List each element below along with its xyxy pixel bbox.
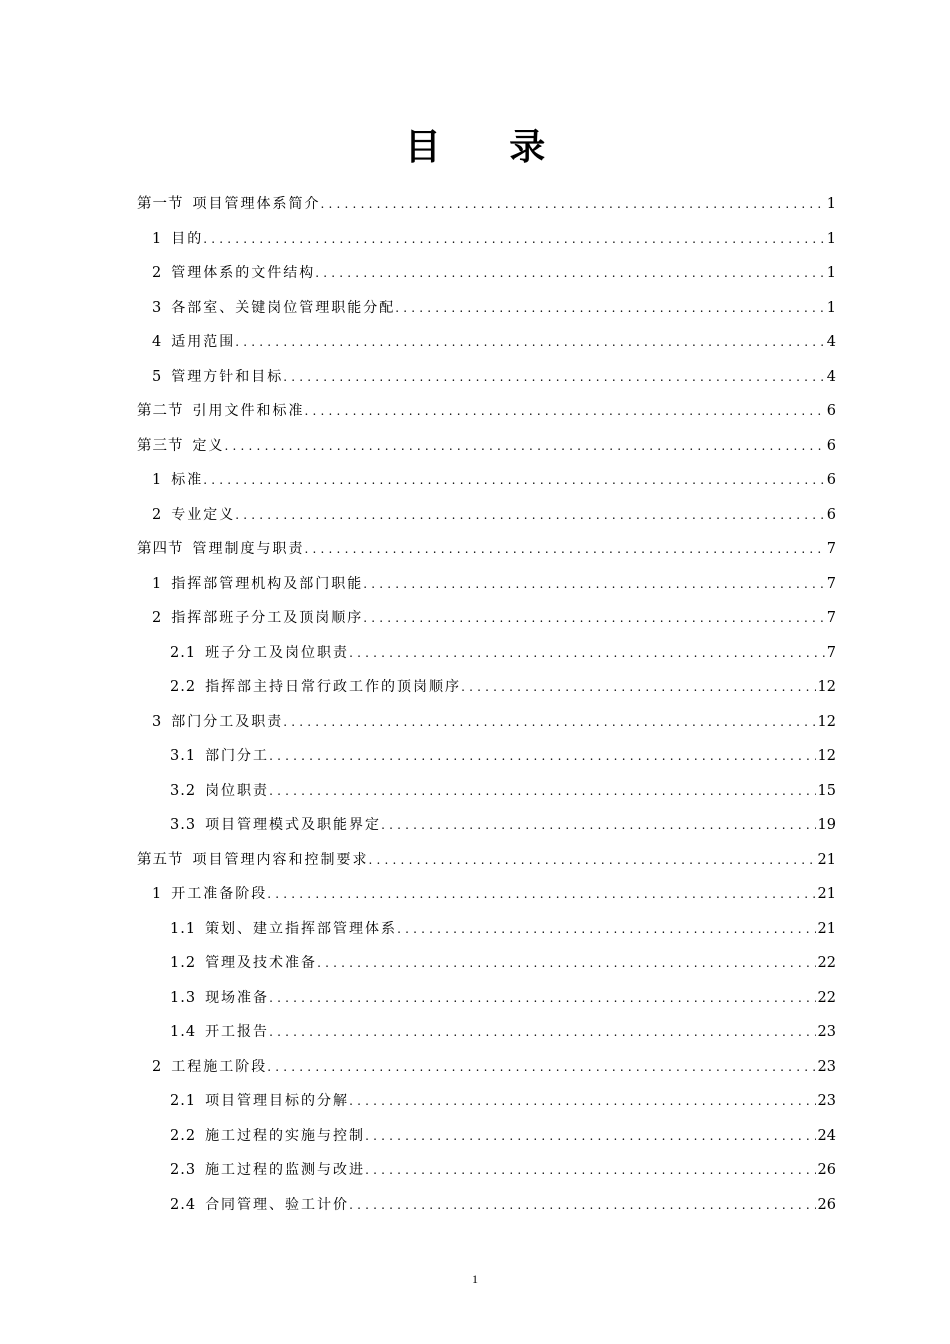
toc-entry-number: 2	[152, 1059, 163, 1075]
toc-entry-number: 1	[152, 472, 163, 488]
toc-dot-leader	[321, 194, 825, 214]
toc-entry-number: 2.2	[170, 1128, 197, 1144]
toc-entry-page: 7	[826, 541, 836, 557]
toc-entry-title: 开工准备阶段	[171, 886, 268, 902]
toc-dot-leader	[381, 815, 815, 835]
toc-entry-title: 工程施工阶段	[171, 1059, 268, 1075]
toc-entry-title: 合同管理、验工计价	[205, 1197, 350, 1213]
toc-entry-page: 6	[826, 507, 836, 523]
toc-entry[interactable]	[152, 227, 836, 249]
toc-dot-leader	[369, 850, 816, 870]
toc-dot-leader	[315, 263, 825, 283]
toc-entry-page: 19	[817, 817, 836, 833]
toc-entry[interactable]	[170, 675, 836, 697]
page-title: 目 录	[404, 127, 574, 168]
toc-entry-title: 施工过程的监测与改进	[205, 1162, 366, 1178]
toc-entry-number: 1	[152, 886, 163, 902]
toc-entry-title: 项目管理内容和控制要求	[192, 852, 369, 868]
toc-entry-number: 1.4	[170, 1024, 197, 1040]
toc-entry-page: 1	[826, 231, 836, 247]
toc-dot-leader	[269, 746, 815, 766]
toc-entry[interactable]	[170, 1193, 836, 1215]
toc-entry-title: 项目管理模式及职能界定	[205, 817, 382, 833]
toc-entry-number: 1.1	[170, 921, 197, 937]
toc-entry[interactable]	[152, 606, 836, 628]
toc-dot-leader	[267, 1057, 815, 1077]
toc-entry-title: 引用文件和标准	[192, 403, 305, 419]
toc-entry[interactable]	[152, 503, 836, 525]
toc-entry[interactable]	[170, 1158, 836, 1180]
toc-entry-title: 指挥部主持日常行政工作的顶岗顺序	[205, 679, 462, 695]
toc-entry-page: 23	[817, 1093, 836, 1109]
toc-entry-number: 3.3	[170, 817, 197, 833]
toc-entry-title: 开工报告	[205, 1024, 270, 1040]
toc-entry[interactable]	[152, 296, 836, 318]
toc-entry-page: 21	[817, 886, 836, 902]
toc-dot-leader	[203, 229, 825, 249]
toc-entry[interactable]	[137, 537, 836, 559]
toc-entry-number: 第一节	[137, 196, 184, 212]
toc-entry[interactable]	[152, 365, 836, 387]
toc-entry-title: 管理制度与职责	[192, 541, 305, 557]
toc-entry-number: 2	[152, 507, 163, 523]
toc-entry-number: 5	[152, 369, 163, 385]
toc-dot-leader	[317, 953, 815, 973]
toc-entry[interactable]	[170, 1020, 836, 1042]
toc-entry-page: 24	[817, 1128, 836, 1144]
toc-entry-number: 3	[152, 714, 163, 730]
toc-entry-number: 1.3	[170, 990, 197, 1006]
toc-entry-page: 23	[817, 1059, 836, 1075]
toc-dot-leader	[395, 298, 825, 318]
toc-entry-title: 定义	[192, 438, 225, 454]
toc-entry-page: 7	[826, 610, 836, 626]
toc-entry-number: 3.2	[170, 783, 197, 799]
toc-dot-leader	[235, 505, 825, 525]
toc-entry-number: 2	[152, 610, 163, 626]
toc-entry-title: 施工过程的实施与控制	[205, 1128, 366, 1144]
toc-entry-page: 1	[826, 265, 836, 281]
toc-entry-number: 4	[152, 334, 163, 350]
toc-entry-page: 7	[826, 645, 836, 661]
toc-entry[interactable]	[137, 434, 836, 456]
toc-entry[interactable]	[170, 641, 836, 663]
toc-dot-leader	[225, 436, 825, 456]
toc-entry-number: 2.2	[170, 679, 197, 695]
toc-entry[interactable]	[170, 813, 836, 835]
toc-entry[interactable]	[152, 572, 836, 594]
toc-dot-leader	[267, 884, 815, 904]
toc-entry-page: 4	[826, 369, 836, 385]
toc-entry-number: 第四节	[137, 541, 184, 557]
toc-entry-page: 6	[826, 403, 836, 419]
toc-entry[interactable]	[152, 330, 836, 352]
toc-entry-page: 12	[817, 679, 836, 695]
toc-entry-title: 各部室、关键岗位管理职能分配	[171, 300, 396, 316]
toc-entry-page: 15	[817, 783, 836, 799]
toc-entry[interactable]	[170, 1089, 836, 1111]
toc-dot-leader	[365, 1126, 815, 1146]
toc-dot-leader	[461, 677, 815, 697]
toc-entry[interactable]	[170, 744, 836, 766]
toc-entry[interactable]	[137, 848, 836, 870]
toc-entry-number: 2.1	[170, 645, 197, 661]
toc-entry-number: 2.3	[170, 1162, 197, 1178]
toc-entry-page: 6	[826, 438, 836, 454]
toc-entry[interactable]	[137, 192, 836, 214]
toc-entry-page: 7	[826, 576, 836, 592]
toc-entry[interactable]	[152, 468, 836, 490]
toc-entry-title: 策划、建立指挥部管理体系	[205, 921, 398, 937]
toc-dot-leader	[349, 1195, 815, 1215]
toc-entry[interactable]	[170, 986, 836, 1008]
toc-entry-page: 22	[817, 955, 836, 971]
toc-entry-number: 2	[152, 265, 163, 281]
toc-entry-title: 项目管理体系简介	[192, 196, 321, 212]
toc-entry-title: 部门分工及职责	[171, 714, 284, 730]
toc-entry-title: 标准	[171, 472, 204, 488]
toc-entry-number: 1.2	[170, 955, 197, 971]
toc-dot-leader	[397, 919, 815, 939]
toc-entry[interactable]	[170, 917, 836, 939]
toc-entry-number: 第五节	[137, 852, 184, 868]
toc-entry-number: 1	[152, 231, 163, 247]
toc-entry-page: 26	[817, 1162, 836, 1178]
toc-entry-title: 班子分工及岗位职责	[205, 645, 350, 661]
toc-entry-number: 2.1	[170, 1093, 197, 1109]
toc-entry-page: 1	[826, 196, 836, 212]
toc-entry[interactable]	[152, 261, 836, 283]
toc-dot-leader	[349, 643, 825, 663]
toc-dot-leader	[363, 608, 825, 628]
toc-entry-number: 第二节	[137, 403, 184, 419]
toc-entry-title: 项目管理目标的分解	[205, 1093, 350, 1109]
toc-entry-title: 指挥部班子分工及顶岗顺序	[171, 610, 364, 626]
toc-dot-leader	[269, 781, 815, 801]
toc-dot-leader	[269, 1022, 815, 1042]
toc-entry[interactable]	[170, 779, 836, 801]
toc-entry-title: 专业定义	[171, 507, 236, 523]
toc-entry[interactable]	[170, 951, 836, 973]
toc-dot-leader	[363, 574, 825, 594]
toc-entry-title: 部门分工	[205, 748, 270, 764]
toc-entry-page: 22	[817, 990, 836, 1006]
toc-entry-title: 指挥部管理机构及部门职能	[171, 576, 364, 592]
toc-entry-number: 3.1	[170, 748, 197, 764]
toc-entry-title: 管理体系的文件结构	[171, 265, 316, 281]
toc-dot-leader	[305, 539, 825, 559]
toc-entry-page: 4	[826, 334, 836, 350]
toc-dot-leader	[269, 988, 815, 1008]
toc-entry-number: 2.4	[170, 1197, 197, 1213]
toc-entry[interactable]	[152, 882, 836, 904]
toc-entry[interactable]	[152, 1055, 836, 1077]
toc-dot-leader	[365, 1160, 815, 1180]
toc-entry-title: 适用范围	[171, 334, 236, 350]
toc-dot-leader	[203, 470, 825, 490]
toc-entry-page: 12	[817, 748, 836, 764]
toc-entry-title: 岗位职责	[205, 783, 270, 799]
toc-entry-number: 第三节	[137, 438, 184, 454]
toc-entry-page: 23	[817, 1024, 836, 1040]
toc-entry-page: 12	[817, 714, 836, 730]
toc-entry-title: 目的	[171, 231, 204, 247]
toc-entry[interactable]	[152, 710, 836, 732]
toc-entry-page: 26	[817, 1197, 836, 1213]
toc-entry-title: 管理方针和目标	[171, 369, 284, 385]
toc-entry-page: 21	[817, 852, 836, 868]
toc-entry-title: 现场准备	[205, 990, 270, 1006]
toc-dot-leader	[305, 401, 825, 421]
toc-entry-number: 3	[152, 300, 163, 316]
toc-entry[interactable]	[170, 1124, 836, 1146]
toc-dot-leader	[349, 1091, 815, 1111]
toc-entry[interactable]	[137, 399, 836, 421]
toc-dot-leader	[235, 332, 825, 352]
toc-entry-page: 1	[826, 300, 836, 316]
toc-entry-page: 21	[817, 921, 836, 937]
toc-entry-page: 6	[826, 472, 836, 488]
page-number: 1	[472, 1272, 478, 1286]
toc-dot-leader	[283, 712, 815, 732]
toc-dot-leader	[283, 367, 825, 387]
toc-entry-title: 管理及技术准备	[205, 955, 318, 971]
toc-entry-number: 1	[152, 576, 163, 592]
